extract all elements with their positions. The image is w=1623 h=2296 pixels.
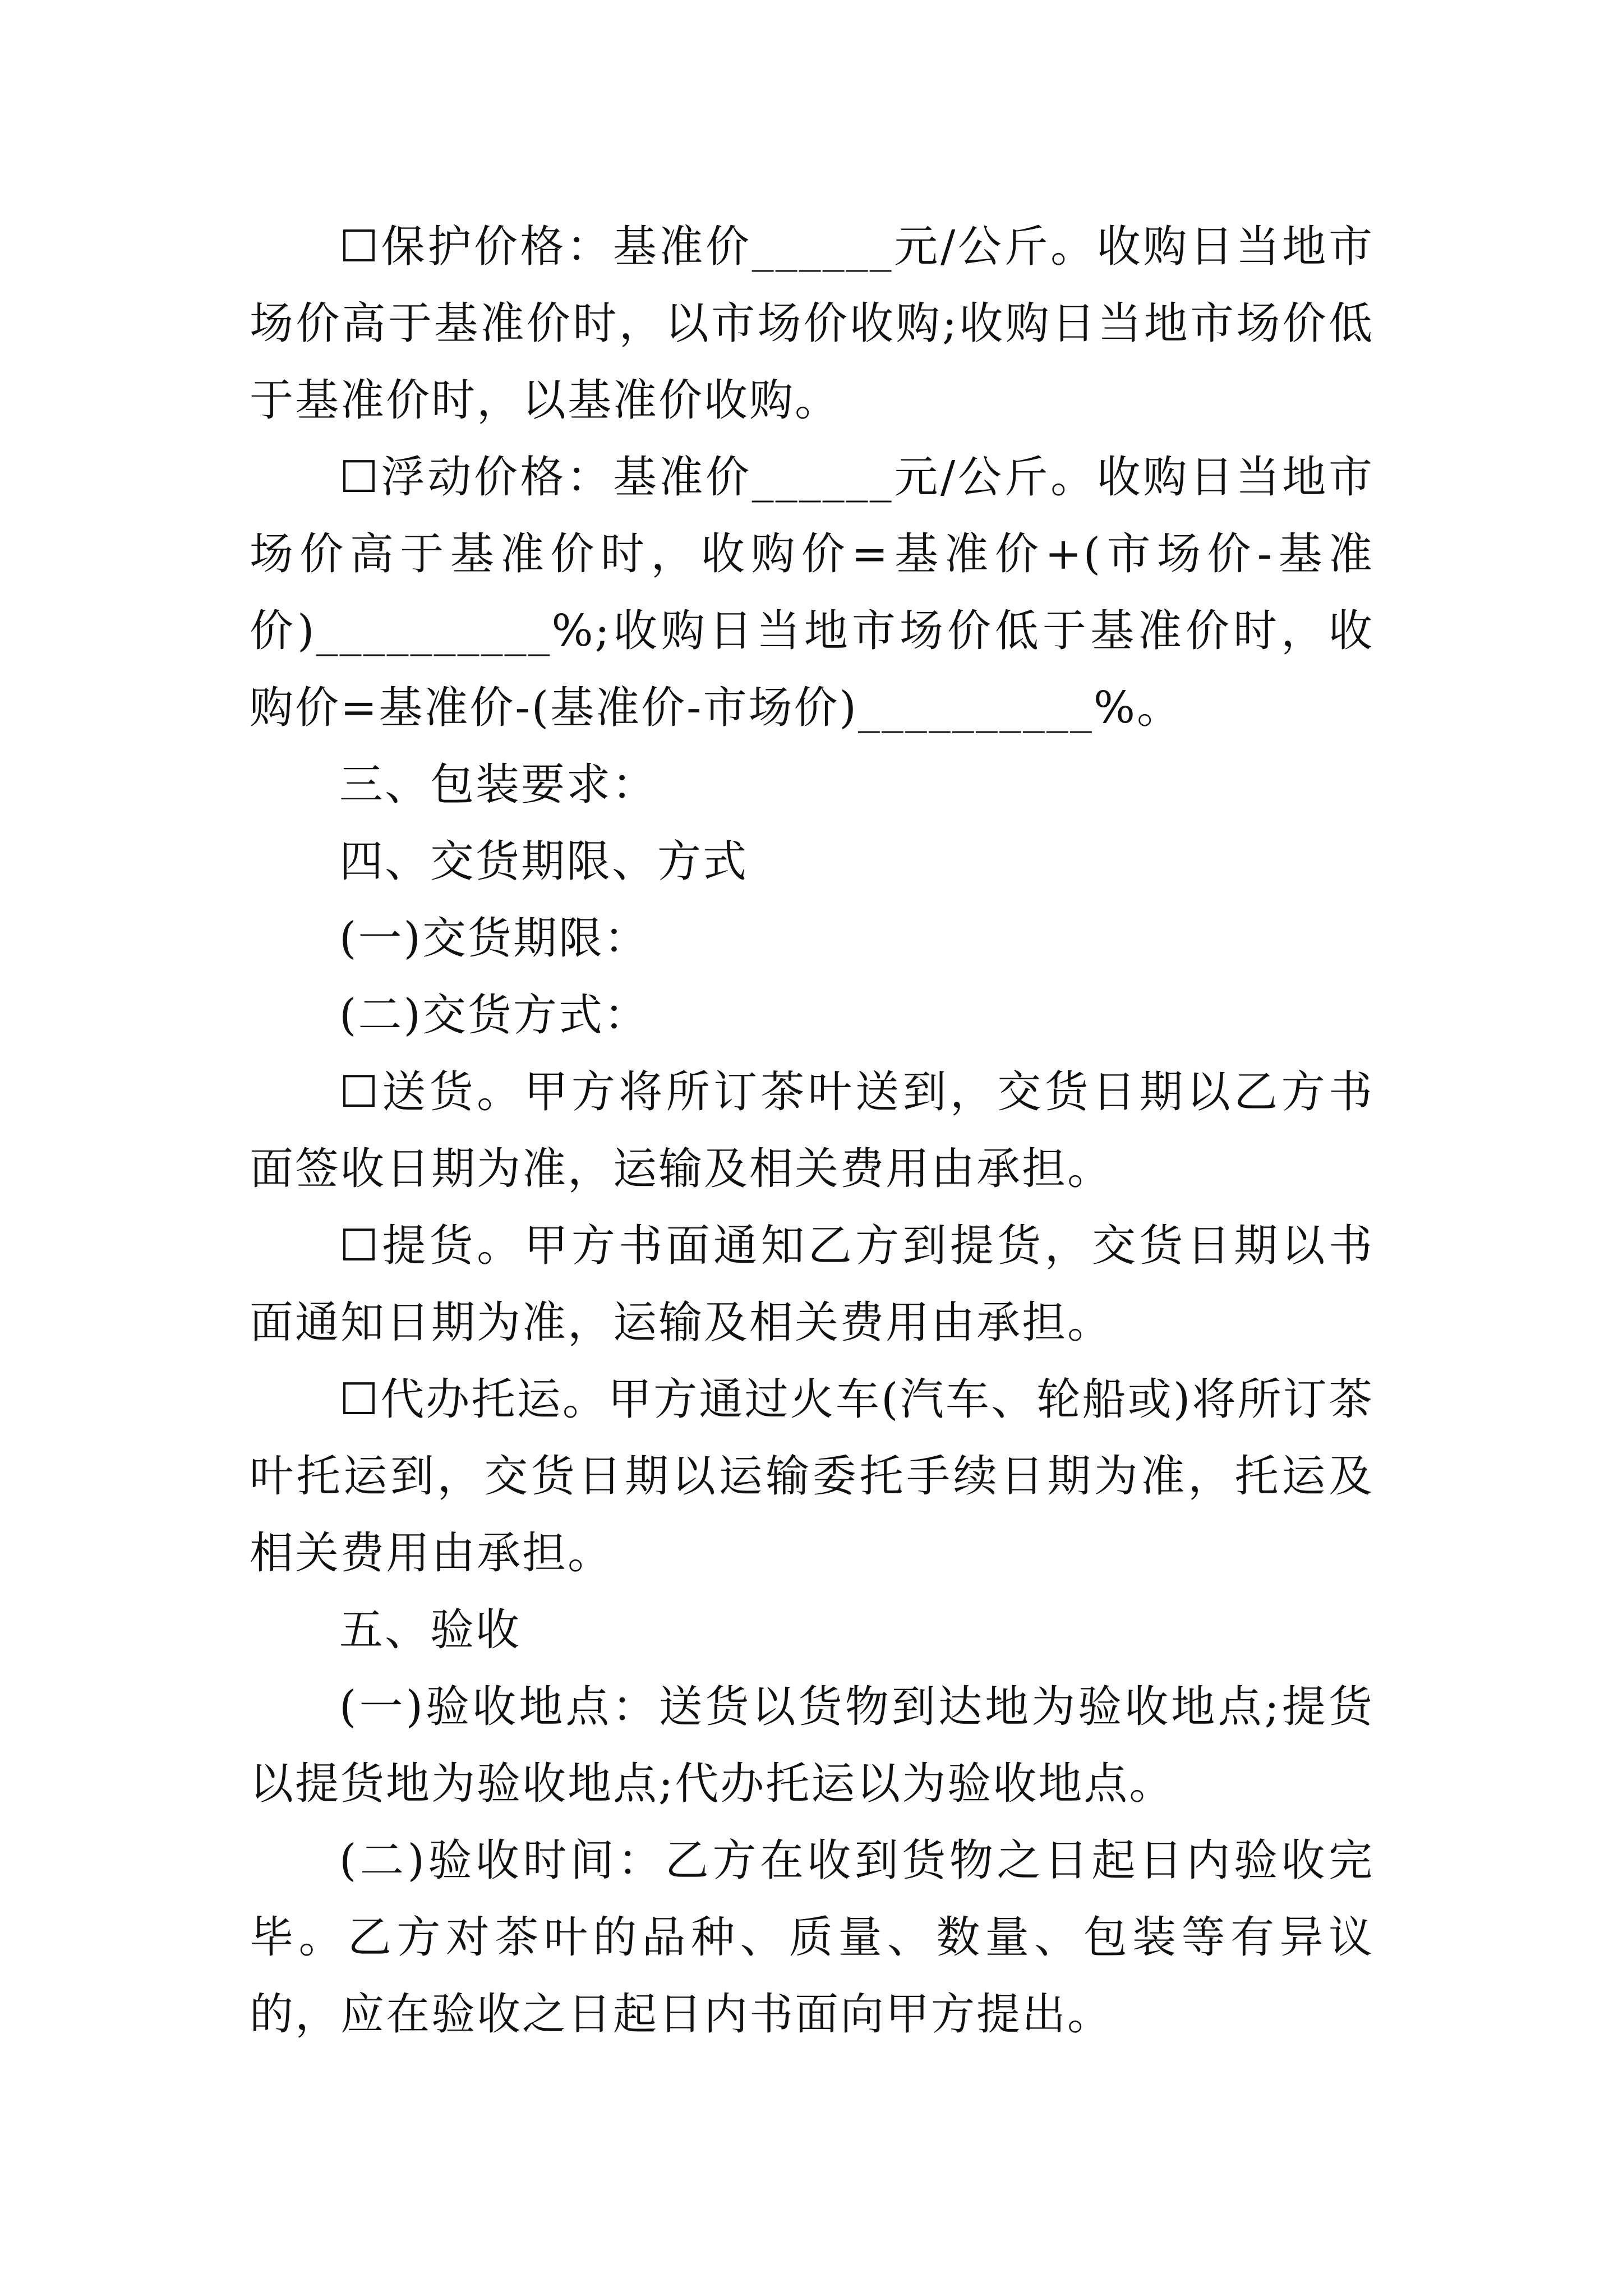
contract-body: [250, 209, 1374, 2053]
paragraph-floating-price: ☐浮动价格：基准价______元/公斤。收购日当地市场价高于基准价时，收购价=基准价+(市场价-基准价)__________%;收购日当地市场价低于基准价时，收购价=基准价-(基准价-市场价)__________%。: [250, 452, 1374, 733]
section-heading-acceptance: 五、验收: [339, 1605, 522, 1655]
paragraph-delivery-option: ☐送货。甲方将所订茶叶送到，交货日期以乙方书面签收日期为准，运输及相关费用由承担。: [250, 1067, 1374, 1194]
section-heading-packaging: 三、包装要求：: [339, 760, 658, 810]
paragraph-consignment-option: ☐代办托运。甲方通过火车(汽车、轮船或)将所订茶叶托运到，交货日期以运输委托手续日期为准，托运及相关费用由承担。: [250, 1374, 1374, 1579]
paragraph-protective-price: ☐保护价格：基准价______元/公斤。收购日当地市场价高于基准价时，以市场价收购;收购日当地市场价低于基准价时，以基准价收购。: [250, 222, 1374, 426]
subheading-delivery-method: (二)交货方式：: [339, 990, 649, 1041]
paragraph-acceptance-time: (二)验收时间：乙方在收到货物之日起日内验收完毕。乙方对茶叶的品种、质量、数量、包装等有异议的，应在验收之日起日内书面向甲方提出。: [250, 1835, 1374, 2040]
section-heading-delivery: 四、交货期限、方式: [339, 836, 749, 887]
subheading-delivery-period: (一)交货期限：: [339, 913, 649, 964]
paragraph-acceptance-location: (一)验收地点：送货以货物到达地为验收地点;提货以提货地为验收地点;代办托运以为验收地点。: [250, 1682, 1374, 1809]
paragraph-pickup-option: ☐提货。甲方书面通知乙方到提货，交货日期以书面通知日期为准，运输及相关费用由承担。: [250, 1221, 1374, 1348]
